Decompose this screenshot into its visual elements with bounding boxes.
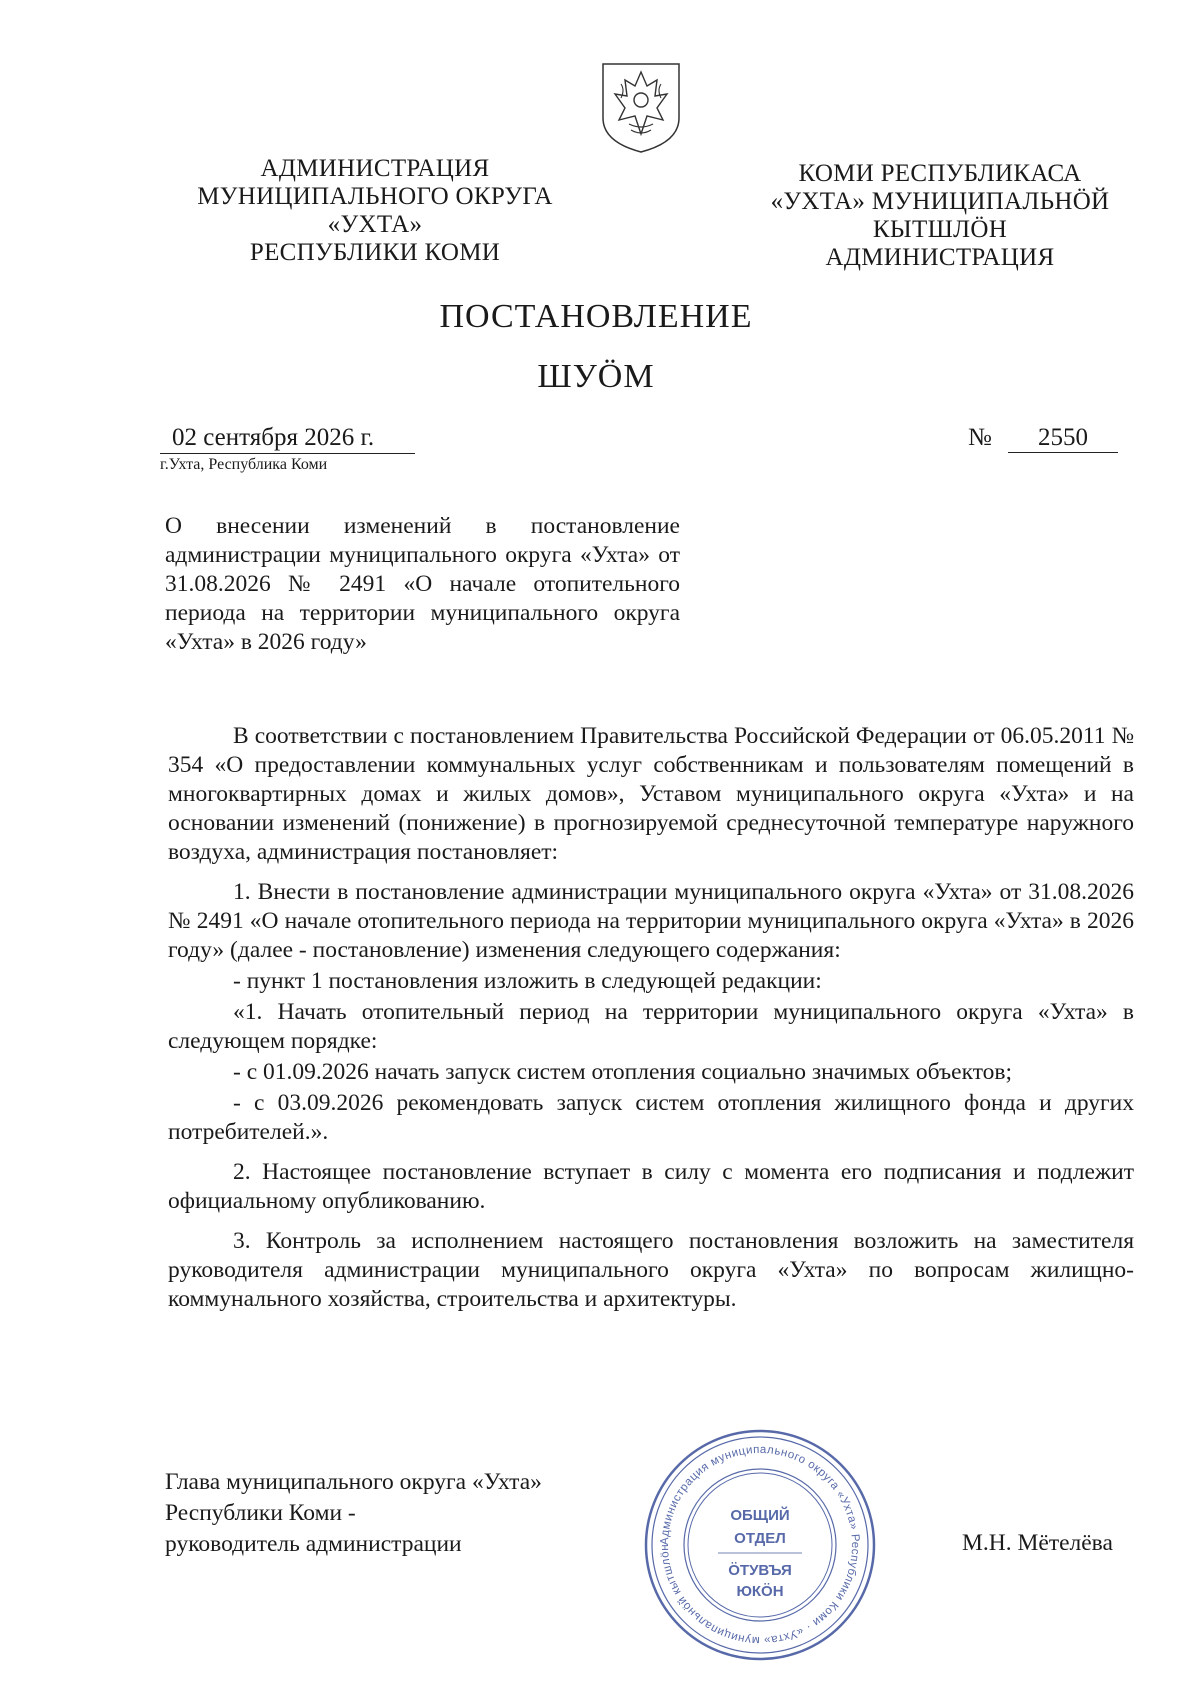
signatory-title <box>165 1467 542 1560</box>
document-type-russian: ПОСТАНОВЛЕНИЕ <box>439 298 753 335</box>
org-komi-line: КЫТШЛÖН <box>872 216 1008 243</box>
number-sign: № <box>968 424 992 451</box>
stamp-center-line: ÖТУВЪЯ <box>728 1562 792 1579</box>
signatory-title-line: Глава муниципального округа «Ухта» <box>165 1469 542 1495</box>
document-date: 02 сентября 2026 г. <box>160 422 415 454</box>
signatory-title-line: Республики Коми - <box>165 1500 356 1526</box>
item-1-paragraph: 1. Внести в постановление администрации муниципального округа «Ухта» от 31.08.2026 № 2491 «О начале отопительного периода на территории муниципального округа «Ухта» в 2026 году» (далее - постановление) изменения следующего содержания: <box>168 879 1134 963</box>
item-2-paragraph: 2. Настоящее постановление вступает в силу с момента его подписания и подлежит официальному опубликованию. <box>168 1159 1134 1214</box>
org-komi-line: АДМИНИСТРАЦИЯ <box>825 244 1055 271</box>
item-1-quote-line-1: - с 01.09.2026 начать запуск систем отопления социально значимых объектов; <box>233 1059 1013 1085</box>
stamp-center-line: ЮКÖН <box>736 1583 784 1600</box>
number-value: 2550 <box>1008 424 1118 453</box>
item-1-quote-line-2: - с 03.09.2026 рекомендовать запуск систем отопления жилищного фонда и других потребителей.». <box>168 1090 1134 1145</box>
item-1-quote: «1. Начать отопительный период на территории муниципального округа «Ухта» в следующем порядке: <box>168 999 1134 1054</box>
preamble-paragraph: В соответствии с постановлением Правительства Российской Федерации от 06.05.2011 № 354 «О предоставлении коммунальных услуг собственникам и пользователям помещений в многоквартирных домах и жилых домов», Уставом муниципального округа «Ухта» и на основании изменений (понижение) в прогнозируемой среднесуточной температуре наружного воздуха, администрация постановляет: <box>168 723 1134 865</box>
stamp-center-line: ОТДЕЛ <box>734 1530 786 1547</box>
document-subject: О внесении изменений в постановление администрации муниципального округа «Ухта» от 31.08.2026 № 2491 «О начале отопительного периода на территории муниципального округа «Ухта» в 2026 году» <box>165 513 680 655</box>
org-ru-line: РЕСПУБЛИКИ КОМИ <box>249 239 501 266</box>
org-komi-line: КОМИ РЕСПУБЛИКАСА <box>798 160 1082 187</box>
org-ru-line: АДМИНИСТРАЦИЯ <box>260 155 490 182</box>
komi-coat-of-arms-icon <box>599 60 683 154</box>
document-number <box>968 424 1118 458</box>
org-ru-line: МУНИЦИПАЛЬНОГО ОКРУГА <box>197 183 553 210</box>
document-type-komi: ШУÖМ <box>537 358 655 395</box>
signatory-title-line: руководитель администрации <box>165 1531 462 1557</box>
org-komi-line: «УХТА» МУНИЦИПАЛЬНÖЙ <box>770 188 1110 215</box>
signatory-name: М.Н. Мётелёва <box>962 1530 1113 1556</box>
document-body <box>168 722 1134 1314</box>
official-stamp <box>640 1425 880 1665</box>
org-name-russian <box>160 155 590 267</box>
item-3-paragraph: 3. Контроль за исполнением настоящего постановления возложить на заместителя руководителя администрации муниципального округа «Ухта» по вопросам жилищно-коммунального хозяйства, строительства и архитектуры. <box>168 1228 1134 1312</box>
stamp-center-line: ОБЩИЙ <box>730 1507 790 1524</box>
stamp-ring-text: Администрация муниципального округа «Ухта» Республики Коми · «Ухта» муниципальнӧй кытшлӧн <box>658 1443 862 1647</box>
item-1-subparagraph: - пункт 1 постановления изложить в следующей редакции: <box>233 968 822 994</box>
org-name-komi <box>740 160 1140 272</box>
document-place: г.Ухта, Республика Коми <box>160 456 328 473</box>
org-ru-line: «УХТА» <box>327 211 423 238</box>
